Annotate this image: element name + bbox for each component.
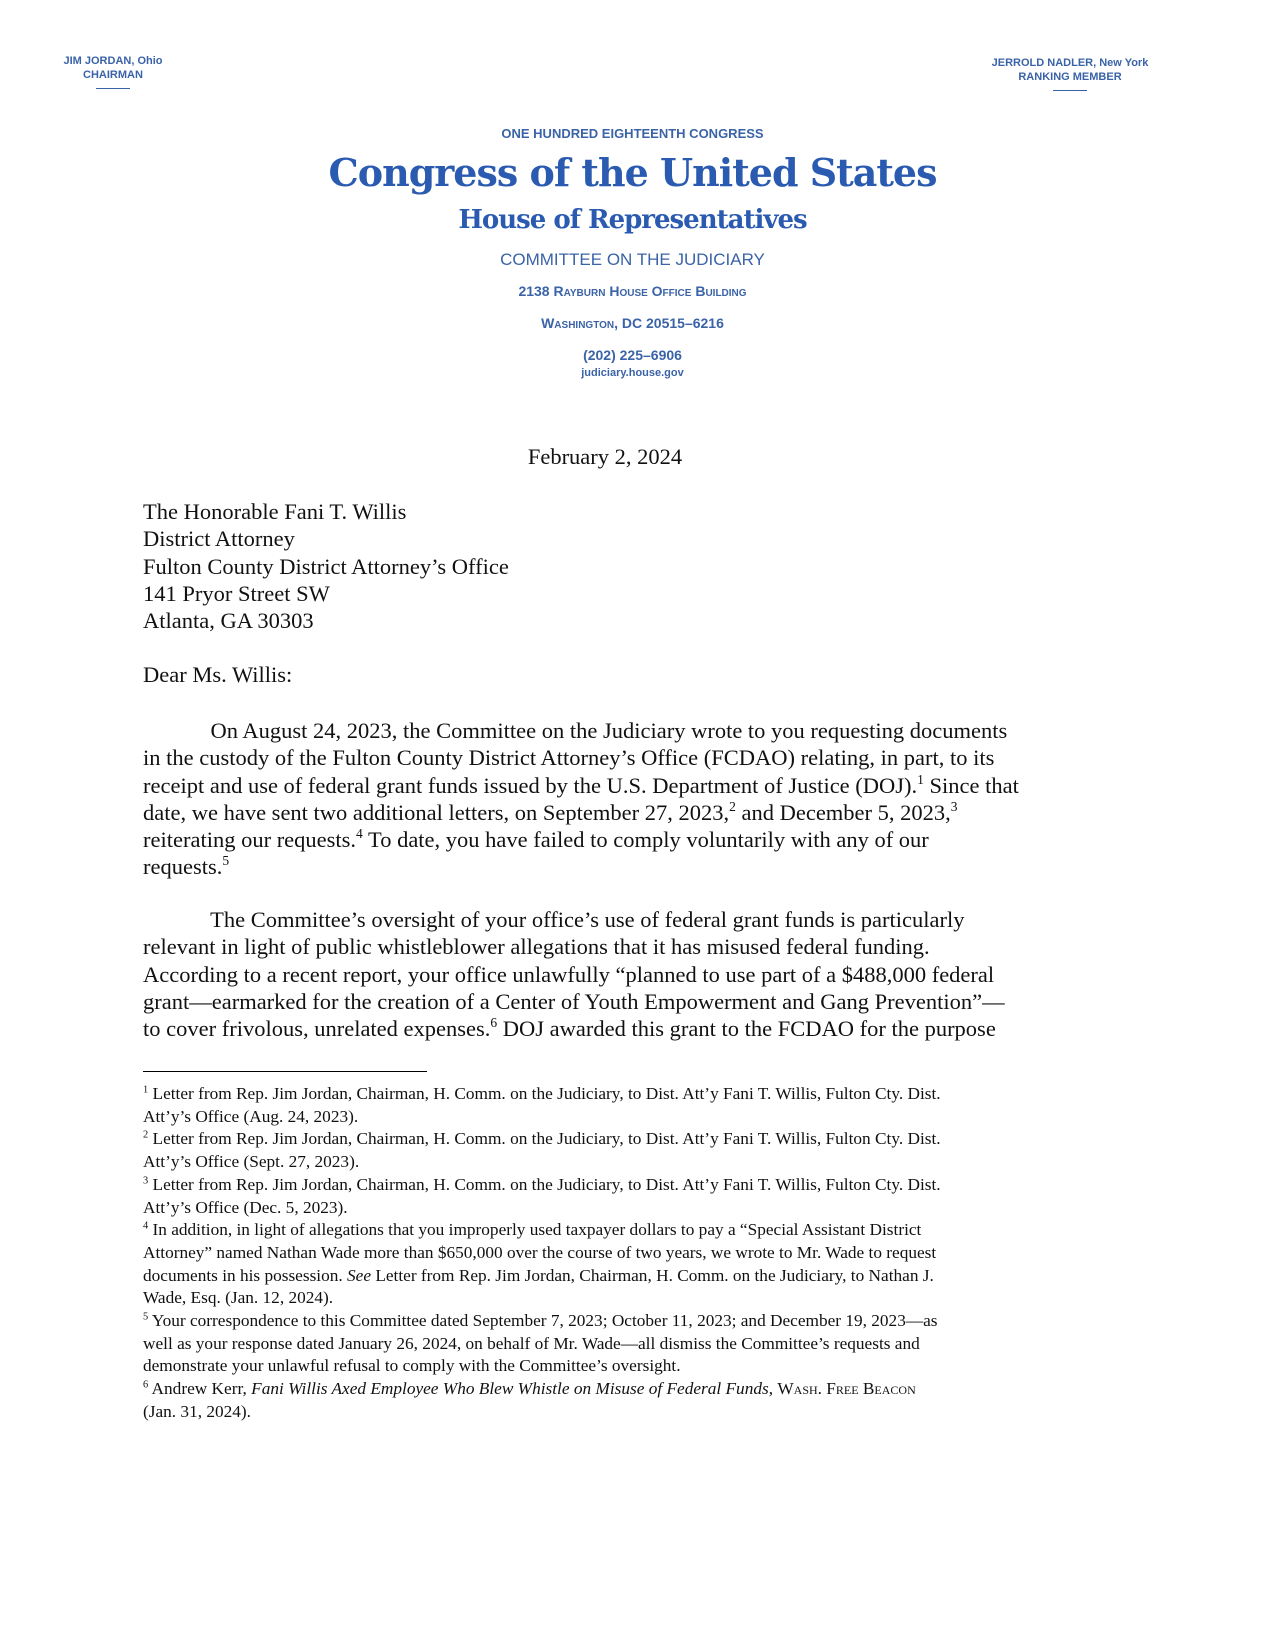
text-run: in the custody of the Fulton County District Attorney’s Office (FCDAO) relating, in part, to its	[143, 745, 995, 771]
footnote-line	[143, 1333, 941, 1356]
text-run: Att’y’s Office (Sept. 27, 2023).	[143, 1152, 360, 1172]
footnote-line	[143, 1174, 941, 1197]
divider	[96, 88, 130, 89]
footnote-marker: 5	[222, 853, 230, 869]
chairman-name: JIM JORDAN, Ohio	[63, 55, 163, 67]
text-run: Att’y’s Office (Dec. 5, 2023).	[143, 1197, 348, 1217]
footnote-line	[143, 1287, 941, 1310]
office-address: 2138 Rayburn House Office Building	[518, 283, 747, 299]
text-run: Letter from Rep. Jim Jordan, Chairman, H. Comm. on the Judiciary, to Nathan J.	[371, 1265, 934, 1285]
text-run: Andrew Kerr,	[148, 1379, 252, 1399]
footnote-line	[143, 1401, 941, 1424]
text-run: Letter from Rep. Jim Jordan, Chairman, H. Comm. on the Judiciary, to Dist. Att’y Fani T. Willis, Fulton Cty. Dist.	[148, 1084, 941, 1103]
text-run: demonstrate your unlawful refusal to comply with the Committee’s oversight.	[143, 1356, 681, 1376]
footnote-marker: 5	[143, 1311, 149, 1323]
footnote-marker: 4	[356, 826, 363, 842]
recipient-address	[143, 498, 509, 634]
text-run: Since that	[923, 772, 1019, 798]
recipient-line: Fulton County District Attorney’s Office	[143, 553, 509, 579]
website: judiciary.house.gov	[581, 367, 684, 379]
paragraph-line	[143, 772, 1019, 799]
salutation: Dear Ms. Willis:	[143, 662, 293, 687]
paragraph-line	[143, 933, 1005, 960]
paragraph-line	[143, 799, 1019, 826]
footnote-divider	[143, 1071, 427, 1072]
paragraph	[143, 717, 1019, 881]
letterhead-title: Congress of the United States	[328, 150, 937, 195]
footnotes	[143, 1083, 941, 1424]
footnote-marker: 6	[143, 1379, 149, 1391]
footnote-marker: 2	[729, 799, 736, 815]
text-run: documents in his possession.	[143, 1265, 348, 1285]
footnote-line	[143, 1151, 941, 1174]
text-run: DOJ awarded this grant to the FCDAO for the purpose	[497, 1016, 996, 1042]
footnote-line	[143, 1265, 941, 1288]
ranking-member-block	[970, 56, 1170, 91]
congress-number: ONE HUNDRED EIGHTEENTH CONGRESS	[501, 126, 764, 141]
text-run: The Committee’s oversight of your office’s use of federal grant funds is particularly	[143, 907, 965, 932]
paragraph-line	[143, 1015, 1005, 1042]
text-run: receipt and use of federal grant funds issued by the U.S. Department of Justice (DOJ).	[143, 772, 918, 798]
text-run: grant—earmarked for the creation of a Center of Youth Empowerment and Gang Prevention”—	[143, 988, 1005, 1014]
text-run: requests.	[143, 854, 223, 880]
text-run: According to a recent report, your office unlawfully “planned to use part of a $488,000 federal	[143, 961, 995, 987]
letter-date: February 2, 2024	[527, 444, 683, 469]
ranking-member-name: JERROLD NADLER, New York	[991, 57, 1149, 69]
committee-name: COMMITTEE ON THE JUDICIARY	[500, 250, 765, 269]
footnote-marker: 1	[917, 771, 924, 787]
letterhead-house: House of Representatives	[458, 205, 807, 235]
text-run: See	[347, 1265, 372, 1285]
paragraph-line	[143, 961, 1005, 988]
text-run: date, we have sent two additional letters, on September 27, 2023,	[143, 799, 730, 825]
text-run: Attorney” named Nathan Wade more than $650,000 over the course of two years, we wrote to Mr. Wade to request	[143, 1242, 937, 1262]
text-run: Your correspondence to this Committee dated September 7, 2023; October 11, 2023; and December 19, 2023—as	[148, 1311, 938, 1331]
footnote-line	[143, 1310, 941, 1333]
text-run: Letter from Rep. Jim Jordan, Chairman, H. Comm. on the Judiciary, to Dist. Att’y Fani T. Willis, Fulton Cty. Dist.	[148, 1129, 941, 1149]
recipient-line: District Attorney	[143, 526, 295, 552]
paragraph-line	[143, 744, 1019, 771]
footnote-line	[143, 1355, 941, 1378]
paragraph-line	[143, 826, 1019, 853]
footnote-line	[143, 1106, 941, 1129]
footnote-line	[143, 1378, 941, 1401]
footnote-marker: 1	[143, 1084, 149, 1096]
text-run: to cover frivolous, unrelated expenses.	[143, 1016, 491, 1042]
footnote-marker: 3	[950, 799, 958, 815]
chairman-role: CHAIRMAN	[83, 69, 143, 81]
footnote-marker: 6	[490, 1015, 498, 1031]
text-run: In addition, in light of allegations that you improperly used taxpayer dollars to pay a “Special Assistant District	[148, 1220, 922, 1240]
text-run: well as your response dated January 26, 2024, on behalf of Mr. Wade—all dismiss the Committee’s requests and	[143, 1333, 920, 1353]
office-city: Washington, DC 20515–6216	[541, 315, 724, 331]
ranking-member-role: RANKING MEMBER	[1018, 71, 1122, 83]
text-run: ,	[768, 1379, 778, 1399]
text-run: (Jan. 31, 2024).	[143, 1401, 251, 1421]
recipient-line: Atlanta, GA 30303	[143, 608, 314, 634]
paragraph-line	[143, 906, 1005, 933]
footnote-line	[143, 1242, 941, 1265]
text-run: Wade, Esq. (Jan. 12, 2024).	[143, 1288, 334, 1308]
footnote-marker: 4	[143, 1220, 149, 1232]
chairman-block	[48, 54, 178, 89]
paragraph-line	[143, 853, 1019, 880]
text-run: and December 5, 2023,	[735, 799, 951, 825]
recipient-line: 141 Pryor Street SW	[143, 580, 330, 606]
office-phone: (202) 225–6906	[583, 347, 682, 363]
text-run: Wash. Free Beacon	[777, 1379, 916, 1399]
footnote-line	[143, 1197, 941, 1220]
footnote-marker: 2	[143, 1129, 149, 1141]
paragraph-line	[143, 717, 1019, 744]
text-run: To date, you have failed to comply voluntarily with any of our	[362, 827, 929, 853]
recipient-line: The Honorable Fani T. Willis	[143, 499, 407, 524]
text-run: Letter from Rep. Jim Jordan, Chairman, H. Comm. on the Judiciary, to Dist. Att’y Fani T. Willis, Fulton Cty. Dist.	[148, 1174, 941, 1194]
footnote-line	[143, 1128, 941, 1151]
text-run: relevant in light of public whistleblower allegations that it has misused federal funding.	[143, 934, 930, 960]
divider	[1053, 90, 1087, 91]
text-run: Att’y’s Office (Aug. 24, 2023).	[143, 1106, 359, 1126]
footnote-line	[143, 1083, 941, 1106]
text-run: On August 24, 2023, the Committee on the Judiciary wrote to you requesting documents	[143, 718, 1008, 743]
footnote-line	[143, 1219, 941, 1242]
paragraph	[143, 906, 1005, 1042]
text-run: Fani Willis Axed Employee Who Blew Whistle on Misuse of Federal Funds	[251, 1379, 769, 1399]
footnote-marker: 3	[143, 1175, 149, 1187]
paragraph-line	[143, 988, 1005, 1015]
text-run: reiterating our requests.	[143, 827, 357, 853]
